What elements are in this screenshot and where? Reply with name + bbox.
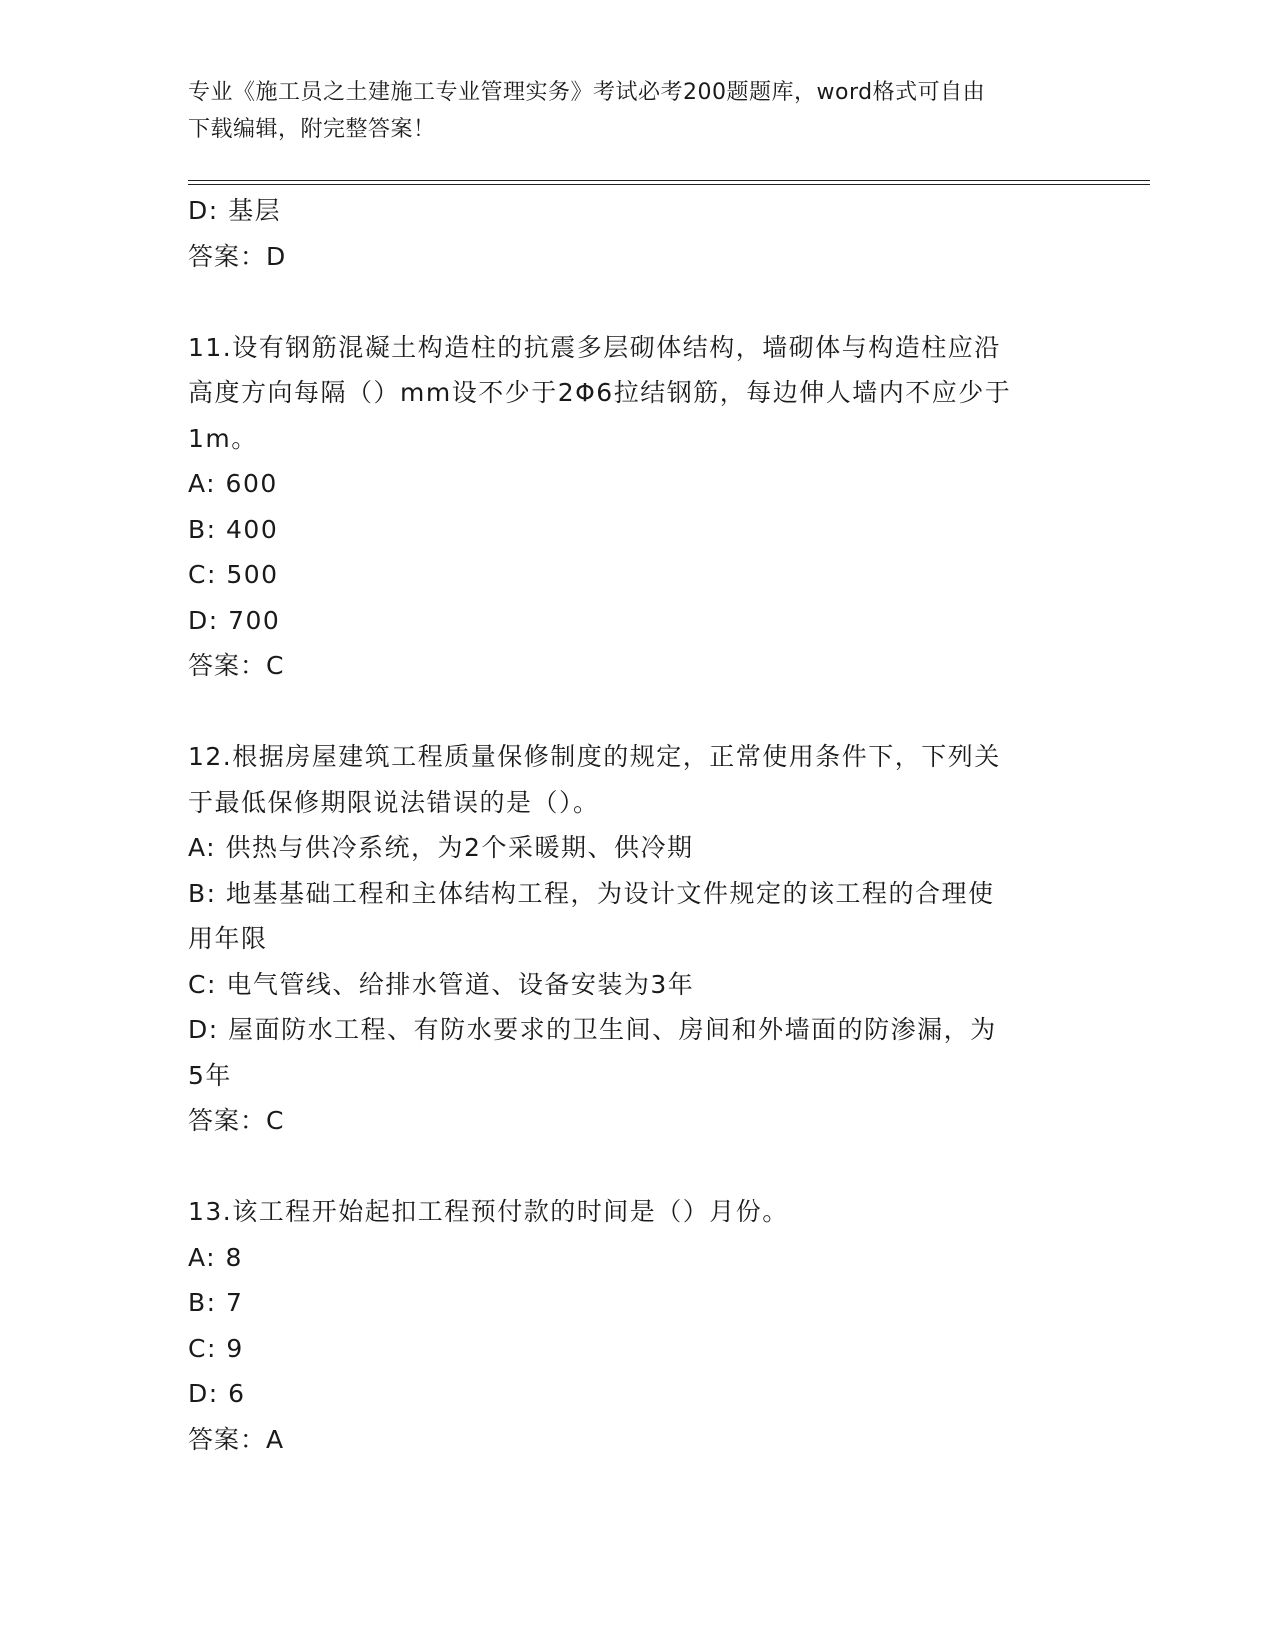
option-d-continued: 5年 (188, 1060, 232, 1090)
prev-option-d: D: 基层 (188, 196, 282, 225)
header-divider-top (188, 180, 1150, 181)
answer: 答案：A (188, 1424, 285, 1454)
option-d: D: 700 (188, 605, 281, 635)
question-stem-line: 11.设有钢筋混凝土构造柱的抗震多层砌体结构，墙砌体与构造柱应沿 (188, 332, 1001, 362)
question-stem-line: 13.该工程开始起扣工程预付款的时间是（）月份。 (188, 1197, 789, 1226)
question-11 (188, 325, 1088, 689)
document-header (188, 74, 1088, 148)
question-content (188, 188, 1088, 1462)
option-b: B: 400 (188, 514, 279, 544)
option-b: B: 7 (188, 1288, 244, 1317)
question-stem-line: 12.根据房屋建筑工程质量保修制度的规定，正常使用条件下，下列关 (188, 742, 1001, 771)
option-a: A: 8 (188, 1242, 243, 1272)
header-line-1: 专业《施工员之土建施工专业管理实务》考试必考200题题库，word格式可自由 (188, 80, 986, 105)
spacer (188, 1144, 1088, 1190)
spacer (188, 279, 1088, 325)
option-b: B: 地基基础工程和主体结构工程，为设计文件规定的该工程的合理使 (188, 878, 995, 908)
question-stem-line: 高度方向每隔（）mm设不少于2Φ6拉结钢筋，每边伸人墙内不应少于 (188, 378, 1012, 407)
header-line-2: 下载编辑，附完整答案！ (188, 117, 436, 142)
option-c: C: 电气管线、给排水管道、设备安装为3年 (188, 969, 695, 999)
question-12 (188, 734, 1088, 1144)
question-stem-line: 1m。 (188, 423, 258, 453)
option-d: D: 屋面防水工程、有防水要求的卫生间、房间和外墙面的防渗漏，为 (188, 1015, 997, 1044)
option-b-continued: 用年限 (188, 924, 268, 953)
option-c: C: 500 (188, 560, 279, 589)
question-stem-line: 于最低保修期限说法错误的是（）。 (188, 787, 600, 817)
header-divider-bottom (188, 184, 1150, 185)
answer: 答案：C (188, 1106, 285, 1135)
option-d: D: 6 (188, 1379, 246, 1408)
answer: 答案：C (188, 651, 285, 680)
option-a: A: 供热与供冷系统，为2个采暖期、供冷期 (188, 833, 694, 862)
option-c: C: 9 (188, 1333, 244, 1363)
question-13 (188, 1189, 1088, 1462)
prev-answer: 答案：D (188, 241, 287, 271)
spacer (188, 689, 1088, 735)
option-a: A: 600 (188, 469, 278, 498)
